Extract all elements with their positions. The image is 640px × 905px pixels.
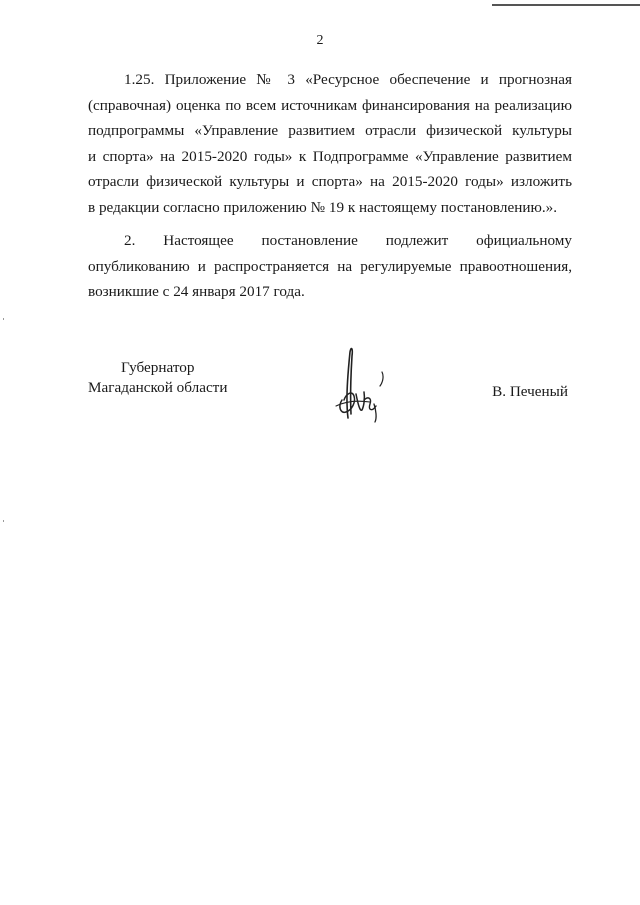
top-edge-mark (492, 0, 640, 6)
paragraph-1-line: подпрограммы «Управление развитием отрасли физической культуры (88, 122, 572, 139)
margin-mark (3, 318, 4, 320)
signer-position-line-2: Магаданской области (88, 379, 228, 396)
paragraph-1 (88, 67, 572, 220)
paragraph-2-line: 2. Настоящее постановление подлежит официальному (124, 232, 572, 249)
paragraph-1-line: и спорта» на 2015-2020 годы» к Подпрограмме «Управление развитием (88, 147, 572, 165)
paragraph-1-line: отрасли физической культуры и спорта» на 2015-2020 годы» изложить (88, 173, 572, 190)
paragraph-2-line: опубликованию и распространяется на регулируемые правоотношения, (88, 257, 572, 275)
handwritten-signature (330, 342, 392, 424)
signer-name: В. Печеный (492, 383, 568, 400)
paragraph-2 (88, 228, 572, 305)
paragraph-1-line: в редакции согласно приложению № 19 к настоящему постановлению.». (88, 198, 558, 216)
margin-mark (3, 520, 4, 522)
signer-position (88, 358, 227, 398)
page-number: 2 (316, 33, 324, 48)
paragraph-1-line: 1.25. Приложение № 3 «Ресурсное обеспечение и прогнозная (124, 71, 572, 88)
paragraph-2-line: возникшие с 24 января 2017 года. (88, 283, 305, 300)
paragraph-1-line: (справочная) оценка по всем источникам финансирования на реализацию (88, 96, 572, 114)
signer-position-line-1: Губернатор (120, 359, 195, 376)
